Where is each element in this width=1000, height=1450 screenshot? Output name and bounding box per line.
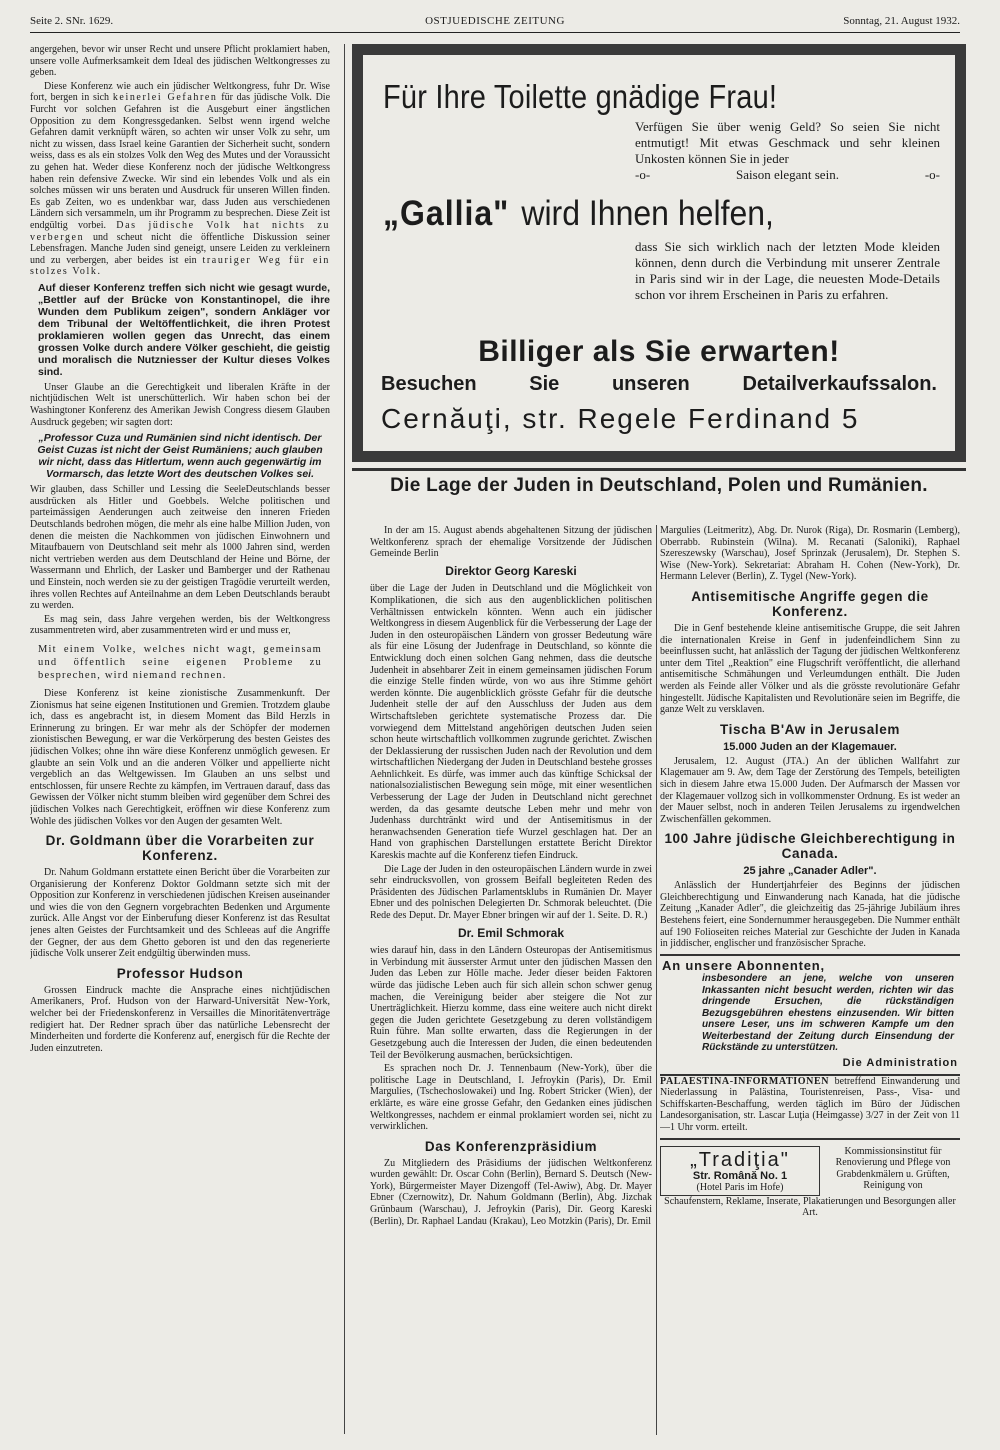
masthead	[30, 12, 960, 33]
page-number: Seite 2. SNr. 1629.	[30, 15, 114, 27]
paragraph: Grossen Eindruck machte die Ansprache eines nichtjüdischen Amerikaners, Prof. Hudson von der Harward-Universität New-York, welcher bei der Friedenskonferenz in Versailles die Minoritätenverträge redigiert hat. Der Redner sprach über das natürliche Lebensrecht der Minderheiten und forderte die Konferenz auf, energisch für die Rechte der Juden einzutreten.	[30, 984, 330, 1054]
ad-slogan: Billiger als Sie erwarten!	[478, 335, 840, 368]
heading-goldmann: Dr. Goldmann über die Vorarbeiten zur Konferenz.	[45, 833, 315, 864]
heading-antisemitism: Antisemitische Angriffe gegen die Konferenz.	[691, 588, 929, 619]
paragraph: Diese Konferenz wie auch ein jüdischer Weltkongress, fuhr Dr. Wise fort, bergen in sich keinerlei Gefahren für das jüdische Volk. Die Furcht vor solchen Gefahren ist die Ausgeburt einer ängstlichen Opposition zu dem Kongressgedanken. Selbst wenn irgend welche Gefahren damit verknüpft wären, so achten wir unser Volk zu sehr, um nicht zu wissen, dass Israel keine Garantien der Sicherheit sucht, sondern weiss, dass es als ein stolzes Volk den Weg des Mutes und der Voraussicht zu gehen hat. Weder diese Konferenz noch der jüdische Weltkongress haben rein defensive Zwecke. Wir sind ein lebendes Volk und als ein solches müssen wir uns beraten und Ausdruck für unseren Willen finden. Es gab Zeiten, wo es undenkbar war, dass Juden aus verschiedenen Ländern sich versammeln, um ihr Programm zu besprechen. Diese Zeit ist endgültig vorbei. Das jüdische Volk hat nichts zu verbergen und scheut nicht die öffentliche Diskussion seiner Lebensfragen. Manche Juden sind geneigt, unsere Leiden zu verkleinern und zu verbergen, aber beides ist ein trauriger Weg für ein stolzes Volk.	[30, 80, 330, 278]
bold-paragraph: Auf dieser Konferenz treffen sich nicht wie gesagt wurde, „Bettler auf der Brücke von Konstantinopel, die ihre Wunden dem Publikum zeigen", sondern Ankläger vor dem Tribunal der Weltöffentlichkeit, die ihren Protest proklamieren wollen gegen das Unrecht, das einem grossen Volke durch andere Völker geschieht, die geistig und moralisch die Nutzniesser der Kultur dieses Volkes sind.	[38, 281, 330, 378]
subheading-canada: 25 jahre „Canader Adler".	[743, 865, 877, 878]
palestine-info-notice: PALAESTINA-INFORMATIONEN betreffend Einwanderung und Niederlassung in Palästina, Touristenreisen, Pass-, Visa- und Schiffskarten-Beschaffung, werden täglich im Büro der Jüdischen Landesorganisation, str. Lascar Luţia (Heimgasse) 3/27 in der Zeit von 11—1 Uhr vorm. erteilt.	[660, 1076, 960, 1140]
paragraph: Zu Mitgliedern des Präsidiums der jüdischen Weltkonferenz wurden gewählt: Dr. Oscar Cohn (Berlin), Bernard S. Deutsch (New-York), Bürgermeister Mayer Dizengoff (Tel-Awiw), Abg. Dr. Mayer Ebner (Czernowitz), Dr. Nahum Goldmann (Berlin), Abg. Jizchak Grünbaum (Warschau), J. Jefroykin (Paris), Dir. Georg Kareski (Berlin), Dr. Raphael Landau (Krakau), Leo Motzkin (Paris), Dr. Emil	[370, 1157, 652, 1227]
ad-address: Cernăuţi, str. Regele Ferdinand 5	[381, 403, 860, 434]
paragraph: Die Lage der Juden in den osteuropäischen Ländern wurde in zwei sehr eindrucksvollen, von grossem Beifall begleiteten Reden des Präsidenten des Jüdischen Parlamentsklubs in Rumänien Dr. Mayer Ebner und des polnischen Delegierten Dr. Schmorak beleuchtet. (Die Rede des Deput. Dr. Mayer Ebner bringen wir auf der 1. Seite. D. R.)	[370, 863, 652, 921]
issue-date: Sonntag, 21. August 1932.	[843, 15, 960, 27]
heading-kareski: Direktor Georg Kareski	[445, 563, 577, 578]
subheading-tischa-baw: 15.000 Juden an der Klagemauer.	[723, 740, 897, 753]
paragraph: Dr. Nahum Goldmann erstattete einen Bericht über die Vorarbeiten zur Organisierung der Konferenz Doktor Goldmann setzte sich mit der Opposition zur Konferenz in verschiedenen jüdischen Kreisen auseinander und wies die von den Gegnern vorgebrachten Bedenken und Argumente zurück. Alle Angst vor der Einberufung dieser Konferenz ist das Resultat jenes alten Geistes der Furchtsamkeit und des Schleeas auf die Angriffe der Gegner, der aus dem Ghetto geboren ist und den das regenerierte jüdische Volk unserer Zeit endgültig überwinden muss.	[30, 867, 330, 960]
main-headline: Die Lage der Juden in Deutschland, Polen und Rumänien.	[390, 475, 928, 496]
bold-quote: „Professor Cuza und Rumänien sind nicht identisch. Der Geist Cuzas ist nicht der Geist Rumäniens; auch glauben wir nicht, dass das Hitlertum, wenn auch gegenwärtig im Vormarsch, das letzte Wort des deutschen Volkes sei.	[37, 432, 323, 481]
paragraph: Es mag sein, dass Jahre vergehen werden, bis der Weltkongress zusammentreten wird, aber zusammentreten wird er und muss er,	[30, 613, 330, 637]
paragraph: wies darauf hin, dass in den Ländern Osteuropas der Antisemitismus in Verbindung mit äusserster Armut unter den jüdischen Massen den Juden das Leben zur Hölle mache. Jeder dieser beiden Faktoren würde das jüdische Leben auch für sich allein schon schwer genug machen, die Vereinigung beider aber steigere die Not zur Unerträglichkeit. Hierzu komme, dass eine weitere auch nicht direkt gegen die Juden gerichtete Gesetzgebung zu deren vollständigem Ruin führe. Man sollte erwarten, dass die Regierungen in der Gesetzgebung auch die Interessen der Juden, die einen bedeutenden Teil der Bevölkerung ausmachen, berücksichtigen.	[370, 945, 652, 1061]
heading-tischa-baw: Tischa B'Aw in Jerusalem	[720, 721, 900, 737]
paragraph: Wir glauben, dass Schiller und Lessing die SeeleDeutschlands besser ausdrücken als Hitler und Goebbels. Welche politischen und parteimässigen Aenderungen auch zeitweise den inneren Frieden Deutschlands bedrohen mögen, die mehr als eine halbe Million Juden, von denen die meisten die Nachkommen von jüdischen Einwohnern und Mitaufbauern von Deutschland seit mehr als 1000 Jahren sind, werden nicht vertrieben werden aus dem Deutschland der Heine und Börne, der Wassermann und Ehrlich, der Lasker und Bamberger und der Rathenau und Einstein, noch werden sie zu der geistigen Tragödie verurteilt werden, ihres vollen Rechtes auf Anteilnahme an dem Leben Deutschlands beraubt zu werden.	[30, 484, 330, 612]
gallia-advertisement	[352, 44, 966, 462]
ad-brand: „Gallia" wird Ihnen helfen,	[383, 193, 774, 233]
paragraph: Unser Glaube an die Gerechtigkeit und liberalen Kräfte in der nichtjüdischen Welt ist unerschütterlich. Wir haben schon bei der Washingtoner Konferenz des Amerikan Jewish Congress diesem Glauben Ausdruck gegeben; wir sagten dort:	[30, 381, 330, 428]
ad-text-1: Verfügen Sie über wenig Geld? So seien Sie nicht entmutigt! Mit etwas Geschmack und sehr kleinen Unkosten können Sie in jeder -o- Saison elegant sein. -o-	[635, 119, 940, 182]
spaced-quote: Mit einem Volke, welches nicht wagt, gemeinsam und öffentlich seine eigenen Probleme zu besprechen, wird niemand rechnen.	[38, 643, 322, 681]
subscriber-notice-text: insbesondere an jene, welche von unseren Inkassanten nicht besucht werden, richten wir das dringende Ersuchen, die rückständigen Bezugsgebühren ehestens einzusenden. Wir bitten unsere Leser, uns im schweren Kampfe um den Weiterbestand der Zeitung durch Einsendung der Rückstände zu unterstützen.	[702, 973, 954, 1054]
ad-text-2: dass Sie sich wirklich nach der letzten Mode kleiden können, denn durch die Verbindung mit unserer Zentrale in Paris sind wir in der Lage, die neuesten Mode-Details schon vor ihrem Erscheinen in Paris zu erfahren.	[635, 239, 940, 302]
paragraph: Diese Konferenz ist keine zionistische Zusammenkunft. Der Zionismus hat seine eigenen Institutionen und Gremien. Trotzdem glaube ich, dass es angebracht ist, in diesem Moment das Bild Herzls in Erinnerung zu bringen. Er war mehr als der Schöpfer der modernen zionistischen Bewegung, er war die Verkörperung des besten Geistes des jüdischen Volkes; ohne ihn wäre diese Konferenz unmöglich gewesen. Er glaubte an sein Volk und an die anderen Völker und appellierte nicht vergeblich an das Weltgewissen. Im Glauben an uns selbst und entschlossen, für unsere Rechte zu kämpfen, im Vertrauen darauf, dass das Gewissen der Völker nicht stumm bleiben wird gegenüber dem Schrei des jüdischen Volkes nach Gerechtigkeit, eröffnen wir diese Konferenz zum Wohle des jüdischen Volkes vor den Augen der gesamten Welt.	[30, 687, 330, 827]
column-right	[660, 525, 960, 1435]
ad-visit: Besuchen Sie unseren Detailverkaufssalon.	[381, 373, 937, 395]
paragraph: angergehen, bevor wir unser Recht und unsere Pflicht proklamiert haben, unsere volle Aufmerksamkeit dem Ideal des jüdischen Weltkongresses zu geben.	[30, 44, 330, 79]
column-divider	[344, 44, 345, 1434]
subscriber-notice-title: An unsere Abonnenten,	[662, 957, 825, 973]
heading-canada: 100 Jahre jüdische Gleichberechtigung in Canada.	[664, 831, 956, 862]
column-divider	[656, 525, 657, 1435]
paragraph: Es sprachen noch Dr. J. Tennenbaum (New-York), über die politische Lage in Deutschland, I. Jefroykin (Paris), Dr. Emil Margulies, (Tschechoslowakei) und Ing. Robert Stricker (Wien), der erklärte, es wäre eine grosse Gefahr, den Gedanken eines jüdischen Weltkongresses, nachdem er einmal proklamiert worden sei, nicht zu verwirklichen.	[370, 1063, 652, 1133]
newspaper-title: OSTJUEDISCHE ZEITUNG	[425, 15, 565, 27]
ad-title: Für Ihre Toilette gnädige Frau!	[383, 79, 778, 116]
subscriber-notice-signature: Die Administration	[842, 1056, 958, 1069]
rule	[352, 468, 966, 471]
column-middle	[370, 525, 652, 1435]
paragraph: Die in Genf bestehende kleine antisemitische Gruppe, die seit Jahren die internationalen Kreise in Genf in judenfeindlichem Sinn zu beeinflussen sucht, hat anlässlich der Tagung der jüdischen Weltkonferenz unter dem Titel „Reaktion" eine Flugschrift veröffentlicht, die allerhand antisemitische Schmähungen und Verleumdungen enthält. Die Juden werden als Feinde aller Völker und als die grösste revolutionäre Gefahr hingestellt. Jüdische Kapitalisten und Revolutionäre seien im Begriffe, die ganze Welt zu versklaven.	[660, 622, 960, 716]
traditia-name-box: „Tradiţia" Str. Română No. 1 (Hotel Paris im Hofe)	[660, 1146, 820, 1196]
column-left	[30, 44, 330, 1434]
heading-schmorak: Dr. Emil Schmorak	[457, 925, 565, 940]
paragraph: über die Lage der Juden in Deutschland und die Möglichkeit von Komplikationen, die sich aus den augenblicklichen politischen Verhältnissen entwickeln könnten. Wenn auch ein jüdischer Weltkongress in diesem Augenblick für die Verbesserung der Lage der Juden in den osteuropäischen Ländern von grosser Bedeutung wäre als für eine Lösung der Judenfrage in Deutschland, so könnte die Entwicklung doch einen solchen Gang nehmen, dass die deutsche Judenheit in absehbarer Zeit in einem gemeinsamen jüdischen Forum die einzige Stelle finden würde, von wo aus ihre Stimme gehört werden könnte. Die augenblicklich grösste Gefahr für die deutsche Judenheit stelle der auf den Ausschluss der Juden aus dem Wirtschaftsleben gerichtete systematische Prozess dar. Die vorwiegend dem Mittelstand angehörigen deutschen Juden seien schon heute wirtschaftlich vollkommen zugrunde gerichtet. Zwischen der Deklassierung der russischen Juden nach der Revolution und dem wirtschaftlichen Niedergang der Juden in Deutschland bestehe grosses Aehnlichkeit. Es dürfe, was immer auch das künftige Schicksal der nationalsozialistischen Bewegung sein möge, mit einer wesentlichen Verbesserung der Lage der Juden in Deutschland nicht gerechnet werden, da das gesamte deutsche Leben mehr und mehr von Judenhass durchtränkt wird und der Antisemitismus in der heranwachsenden Generation tiefe Wurzel geschlagen hat. Der an Hand von graphischen Darstellungen erstattete Bericht Direktor Kareskis machte auf die Konferenz tiefen Eindruck.	[370, 583, 652, 862]
heading-hudson: Professor Hudson	[116, 965, 244, 981]
paragraph: Jerusalem, 12. August (JTA.) An der üblichen Wallfahrt zur Klagemauer am 9. Aw, dem Tage der Zerstörung des Tempels, beteiligten sich in diesem Jahre etwa 15.000 Juden. Der Aufmarsch der Massen vor der Klagemauer vollzog sich in vollkommenster Ordnung. Es ist weder an der Mauer selbst, noch in anderen Teilen Jerusalems zu irgendwelchen Zwischenfällen gekommen.	[660, 755, 960, 825]
traditia-description: Kommissionsinstitut für Renovierung und Pflege von Grabdenkmälern u. Grüften, Reinigung von	[835, 1145, 951, 1191]
traditia-services: Schaufenstern, Reklame, Inserate, Plakatierungen und Besorgungen aller Art.	[664, 1195, 956, 1218]
paragraph: In der am 15. August abends abgehaltenen Sitzung der jüdischen Weltkonferenz sprach der ehemalige Vorsitzende der Jüdischen Gemeinde Berlin	[370, 525, 652, 560]
paragraph: Anlässlich der Hundertjahrfeier des Beginns der jüdischen Gleichberechtigung und Einwanderung nach Kanada, hat die jüdische Zeitung „Kanader Adler", die gleichzeitig das 25-jährige Jubiläum ihres Bestehens feiert, eine Sondernummer herausgegeben. Die Nummer enthält auf 190 Folioseiten reiches Material zur Geschichte der Juden in Kanada in jiddischer, englischer und französischer Sprache.	[660, 880, 960, 950]
heading-praesidium: Das Konferenzpräsidium	[424, 1138, 598, 1154]
subscriber-notice	[660, 954, 960, 1076]
traditia-advertisement	[660, 1146, 960, 1196]
paragraph: Margulies (Leitmeritz), Abg. Dr. Nurok (Riga), Dr. Rosmarin (Lemberg), Oberrabb. Rubinstein (Wilna). M. Recanati (Saloniki), Raphael Szereszewsky (Warschau), Josef Sprinzak (Jerusalem), Dr. Stephen S. Wise (New-York). Sekretariat: Abraham H. Cohen (New-York), Dr. Hermann Lelever (Berlin), Z. Tygel (New-York).	[660, 525, 960, 583]
